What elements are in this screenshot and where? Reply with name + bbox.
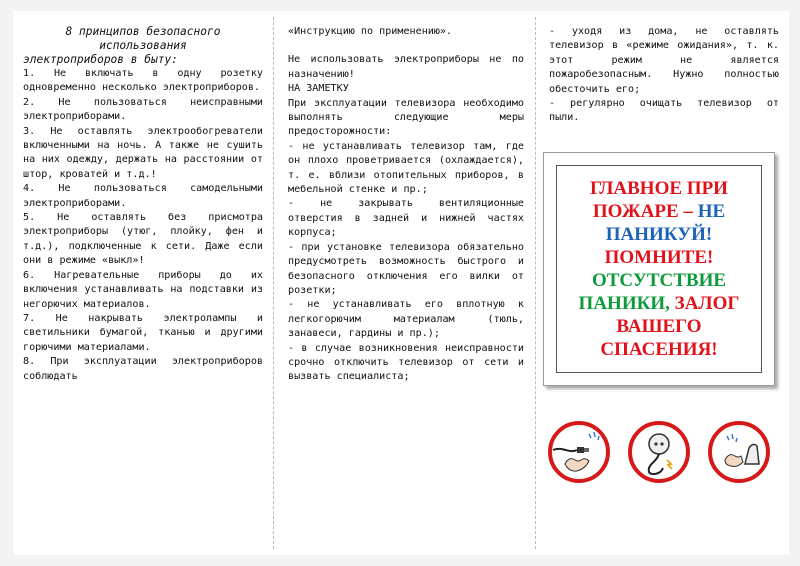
principles-title-1: 8 принципов безопасного [65,25,221,38]
principle-item: 3. Не оставлять электрообогреватели включенными на ночь. А также не сушить на них одежду, держать на расстоянии от штор, кроватей и т.д.! [23,125,263,180]
panic-notice-frame [556,165,762,373]
tv-paragraph: При эксплуатации телевизора необходимо выполнять следующие меры предосторожности: [288,97,524,138]
notice-line: НЕ [697,201,726,222]
principle-item: 7. Не накрывать электролампы и светильники бумагой, тканью и другими горючими материалами. [23,312,263,353]
notice-line: ПОМНИТЕ! [604,247,714,268]
column-tv-safety [288,25,524,555]
note-heading: НА ЗАМЕТКУ [288,83,349,95]
notice-line: ВАШЕГО [616,316,702,337]
tv-paragraph: - в случае возникновения неисправности срочно отключить телевизор от сети и вызвать специалиста; [288,342,524,383]
fold-line-2 [535,17,536,549]
no-wet-iron-icon [707,420,771,484]
tv-paragraph: - уходя из дома, не оставлять телевизор в «режиме ожидания», т. к. этот режим не является пожаробезопасным. Нужно полностью обесточить его; [549,26,779,95]
no-wet-hands-plug-icon [547,420,611,484]
notice-line: ГЛАВНОЕ ПРИ [590,178,728,199]
prohibition-icons [545,420,775,500]
notice-line: СПАСЕНИЯ! [600,339,718,360]
panic-notice-text [564,177,754,361]
notice-line: ПАНИКИ, [578,293,675,314]
notice-line: ОТСУТСТВИЕ [591,270,727,291]
principles-title-2: использования [99,39,187,52]
principle-item: 4. Не пользоваться самодельными электроприборами. [23,183,263,209]
notice-line: ПОЖАРЕ – [592,201,698,222]
notice-line: ЗАЛОГ [674,293,740,314]
principle-item: 6. Нагревательные приборы до их включения устанавливать на подставки из негорючих материалов. [23,269,263,310]
principles-title-3: электроприборов в быту: [23,53,178,66]
principle-item: 2. Не пользоваться неисправными электроприборами. [23,96,263,123]
principle-item: 8. При эксплуатации электроприборов соблюдать [23,356,263,382]
tv-paragraph: - не устанавливать телевизор там, где он плохо проветривается (охлаждается), т. е. вблизи отопительных приборов, в мебельной стенке и пр.; [288,140,524,196]
tv-paragraph: - не закрывать вентиляционные отверстия в задней и нижней частях корпуса; [288,198,524,239]
fold-line-1 [273,17,274,549]
notice-line: ПАНИКУЙ! [605,224,713,245]
principle-item: 5. Не оставлять без присмотра электроприборы (утюг, плойку, фен и т.д.), подключенные к сети. Даже если они в режиме «выкл»! [23,212,263,267]
tv-paragraph: - не устанавливать его вплотную к легкогорючим материалам (тюль, занавеси, гардины и пр.); [288,299,524,340]
column-principles [23,25,263,555]
tv-paragraph: - регулярно очищать телевизор от пыли. [549,98,779,124]
tv-paragraph: «Инструкцию по применению». [288,26,453,37]
principle-item: 1. Не включать в одну розетку одновременно несколько электроприборов. [23,68,263,94]
tv-paragraph: - при установке телевизора обязательно предусмотреть возможность быстрого и безопасного отключения его вилки от розетки; [288,241,524,296]
tv-paragraph: Не использовать электроприборы не по назначению! [288,54,524,80]
panic-notice-box [543,152,775,386]
no-damaged-cord-icon [627,420,691,484]
